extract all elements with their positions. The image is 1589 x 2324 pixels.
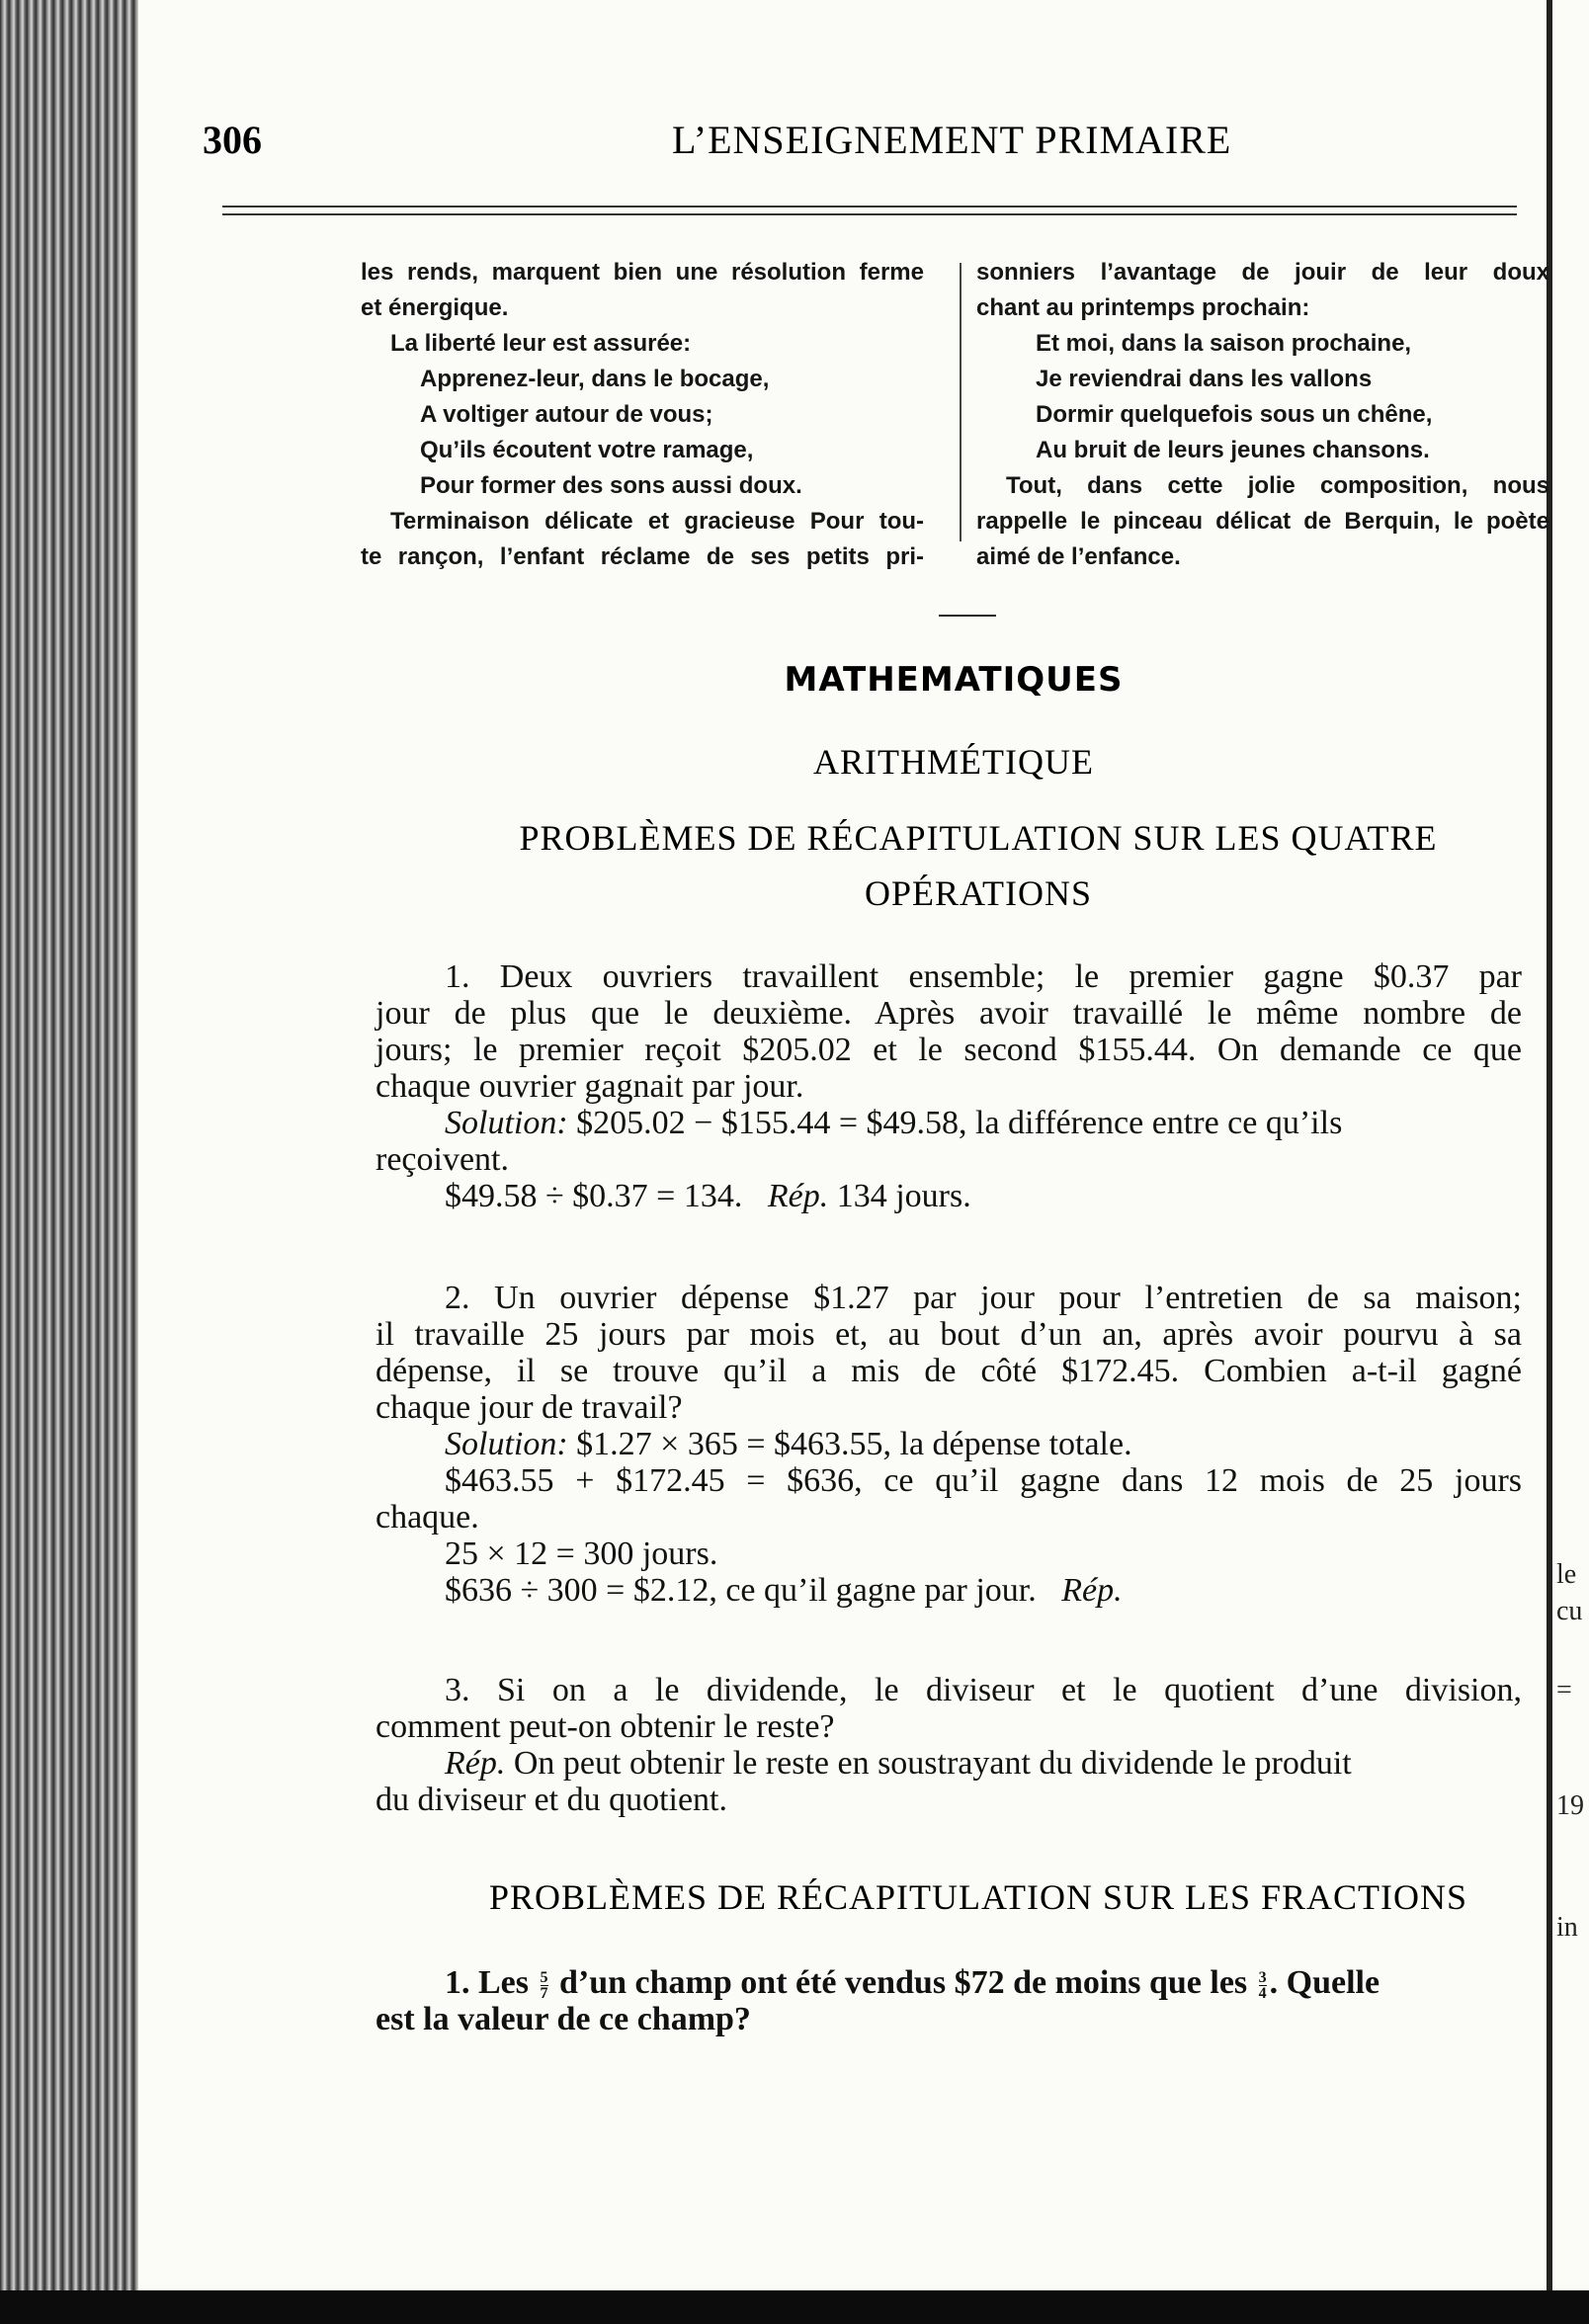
fraction-numerator: 3 xyxy=(1258,1968,1267,1986)
fraction-problem-1 xyxy=(376,1964,1522,2037)
margin-fragment: 19 xyxy=(1556,1790,1584,1821)
poem-line: Au bruit de leurs jeunes chansons. xyxy=(1036,437,1430,463)
solution-label: Solution: xyxy=(445,1105,568,1141)
text-line: Terminaison délicate et gracieuse Pour tou- xyxy=(390,508,924,535)
problem-text: chaque jour de travail? xyxy=(376,1389,683,1426)
poem-line: Je reviendrai dans les vallons xyxy=(1036,366,1373,392)
running-title: L’ENSEIGNEMENT PRIMAIRE xyxy=(672,118,1232,162)
answer-label: Rép. xyxy=(767,1178,829,1214)
problem-text: est la valeur de ce champ? xyxy=(376,2001,751,2037)
poem-line: Et moi, dans la saison prochaine, xyxy=(1036,330,1412,357)
solution-text: $1.27 × 365 = $463.55, la dépense totale. xyxy=(576,1426,1132,1462)
poem-line: Pour former des sons aussi doux. xyxy=(420,472,802,499)
answer-calc: $49.58 ÷ $0.37 = 134. xyxy=(445,1178,743,1214)
problems-heading-line: OPÉRATIONS xyxy=(864,873,1093,913)
answer-value: 134 jours. xyxy=(836,1178,971,1214)
margin-fragment: = xyxy=(1556,1675,1572,1705)
text-line: Tout, dans cette jolie composition, nous xyxy=(1006,472,1549,499)
solution-text: reçoivent. xyxy=(376,1141,509,1178)
problem-1 xyxy=(376,958,1522,1214)
poem-line: Apprenez-leur, dans le bocage, xyxy=(420,366,770,392)
answer-text: On peut obtenir le reste en soustrayant du dividende le produit xyxy=(513,1745,1352,1782)
fraction-denominator: 4 xyxy=(1258,1984,1267,2002)
text-line: La liberté leur est assurée: xyxy=(390,330,692,357)
answer-label: Rép. xyxy=(1061,1572,1123,1609)
fraction-denominator: 7 xyxy=(540,1984,548,2002)
solution-text: $463.55 + $172.45 = $636, ce qu’il gagne dans 12 mois de 25 jours xyxy=(445,1462,1522,1499)
solution-label: Solution: xyxy=(445,1426,568,1462)
poem-line: Qu’ils écoutent votre ramage, xyxy=(420,437,754,463)
margin-fragment: le xyxy=(1556,1559,1577,1590)
text-line: rappelle le pinceau délicat de Berquin, le poète xyxy=(976,508,1549,535)
problem-text: il travaille 25 jours par mois et, au bout d’un an, après avoir pourvu à sa xyxy=(376,1316,1522,1353)
page-number: 306 xyxy=(203,118,262,162)
problem-text: jour de plus que le deuxième. Après avoir travaillé le même nombre de xyxy=(376,995,1522,1032)
problem-text-part: d’un champ ont été vendus $72 de moins que les xyxy=(559,1964,1248,2001)
fraction-numerator: 5 xyxy=(540,1968,548,1986)
problem-text-part: . Quelle xyxy=(1269,1964,1380,2001)
answer-text: du diviseur et du quotient. xyxy=(376,1782,728,1818)
solution-text: 25 × 12 = 300 jours. xyxy=(445,1536,718,1572)
answer-line xyxy=(376,1178,1522,1214)
problems-heading xyxy=(464,810,1492,921)
solution-line xyxy=(376,1426,1522,1462)
solution-text: chaque. xyxy=(376,1499,479,1536)
text-line: les rends, marquent bien une résolution ferme xyxy=(361,259,924,286)
text-line: sonniers l’avantage de jouir de leur doux xyxy=(976,259,1549,286)
poem-line: A voltiger autour de vous; xyxy=(420,401,713,428)
section-separator xyxy=(939,615,996,617)
text-line: et énergique. xyxy=(361,294,509,321)
two-column-text xyxy=(222,255,1549,570)
text-line: chant au printemps prochain: xyxy=(976,294,1310,321)
solution-text: $205.02 − $155.44 = $49.58, la différence entre ce qu’ils xyxy=(576,1105,1343,1141)
problem-text: 1. Deux ouvriers travaillent ensemble; le premier gagne $0.37 par xyxy=(445,958,1522,995)
book-page-edges xyxy=(0,0,138,2324)
scan-bottom-border xyxy=(0,2290,1589,2324)
adjacent-page-strip xyxy=(1547,0,1589,2324)
text-line: te rançon, l’enfant réclame de ses petits pri- xyxy=(361,543,924,570)
fraction xyxy=(541,1970,548,2001)
answer-calc: $636 ÷ 300 = $2.12, ce qu’il gagne par jour. xyxy=(445,1572,1037,1609)
solution-line xyxy=(376,1105,1522,1141)
problem-text: comment peut-on obtenir le reste? xyxy=(376,1708,835,1745)
problem-text: jours; le premier reçoit $205.02 et le second $155.44. On demande ce que xyxy=(376,1032,1522,1068)
answer-line xyxy=(376,1572,1522,1609)
text-line: aimé de l’enfance. xyxy=(976,543,1181,570)
problem-text: chaque ouvrier gagnait par jour. xyxy=(376,1068,804,1105)
header-rule-bottom xyxy=(222,213,1517,215)
column-divider xyxy=(960,263,962,541)
problem-3 xyxy=(376,1672,1522,1818)
fractions-heading: PROBLÈMES DE RÉCAPITULATION SUR LES FRACTIONS xyxy=(488,1877,1468,1917)
answer-line xyxy=(376,1745,1522,1782)
section-heading-arithmetic: ARITHMÉTIQUE xyxy=(813,742,1094,782)
problem-text: 3. Si on a le dividende, le diviseur et le quotient d’une division, xyxy=(445,1672,1522,1708)
margin-fragment: cu xyxy=(1556,1596,1583,1626)
section-heading-math: MATHEMATIQUES xyxy=(784,660,1124,700)
problem-text: 2. Un ouvrier dépense $1.27 par jour pour l’entretien de sa maison; xyxy=(445,1280,1522,1316)
page-header xyxy=(203,117,1527,176)
header-rule-top xyxy=(222,206,1517,208)
problems-heading-line: PROBLÈMES DE RÉCAPITULATION SUR LES QUATRE xyxy=(519,818,1438,858)
margin-fragment: in xyxy=(1556,1912,1578,1943)
right-column xyxy=(976,255,1549,575)
problem-text xyxy=(376,1964,1522,2001)
answer-label: Rép. xyxy=(445,1745,506,1782)
problem-text-part: 1. Les xyxy=(445,1964,529,2001)
left-column xyxy=(361,255,924,575)
problem-text: dépense, il se trouve qu’il a mis de côté $172.45. Combien a-t-il gagné xyxy=(376,1353,1522,1389)
fraction xyxy=(1259,1970,1267,2001)
problem-2 xyxy=(376,1280,1522,1609)
poem-line: Dormir quelquefois sous un chêne, xyxy=(1036,401,1433,428)
